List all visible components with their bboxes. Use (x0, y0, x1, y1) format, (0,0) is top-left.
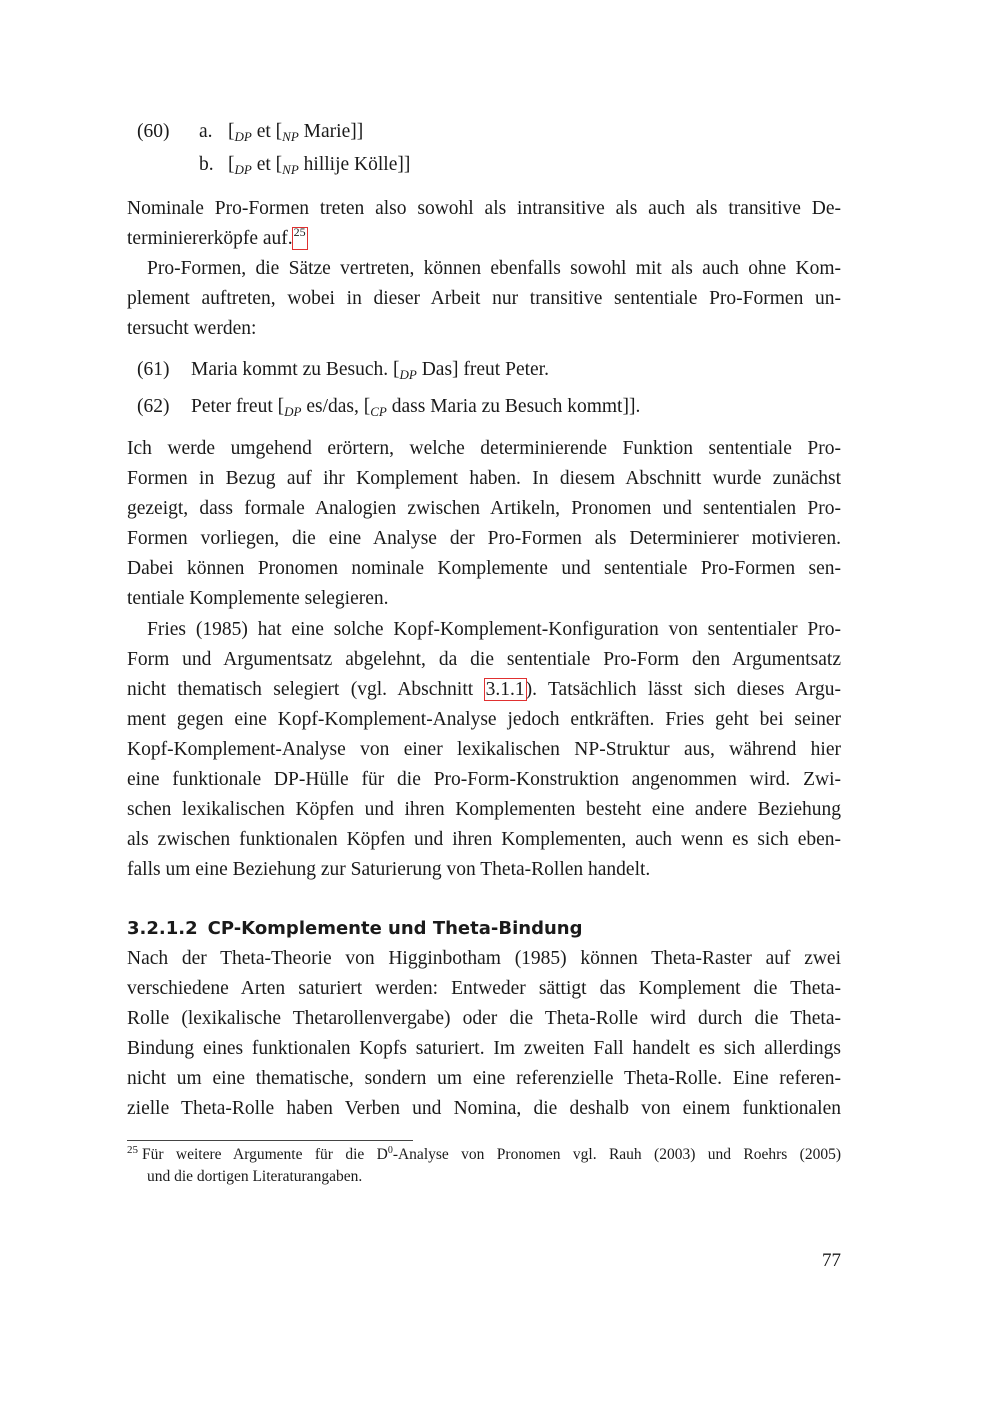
text-line: Nach der Theta-Theorie von Higginbotham (1985) können Theta-Raster auf zwei (127, 948, 841, 969)
text-line: nicht thematisch selegiert (vgl. Abschnitt 3.1.1). Tatsächlich lässt sich dieses Argu- (127, 679, 841, 700)
text-line: terminiererköpfe auf.$^{25}$ (127, 225, 306, 249)
text-line: Ich werde umgehend erörtern, welche determinierende Funktion sententiale Pro- (127, 438, 841, 459)
text-line: Form und Argumentsatz abgelehnt, da die sententiale Pro-Form den Argumentsatz (127, 649, 841, 670)
text-line: als zwischen funktionalen Köpfen und ihren Komplementen, auch wenn es sich eben- (127, 829, 841, 850)
example-text: [$_{DP}$ et [$_{NP}$ hillije Kölle]] (228, 154, 411, 177)
paragraph-3 (127, 434, 841, 614)
paragraph-2 (127, 254, 841, 344)
footnote-line: $^{25}$ Für weitere Argumente für die $D^0$-Analyse von Pronomen vgl. Rauh (2003) und Roehrs (2005) (127, 1144, 841, 1163)
paragraph-1 (127, 194, 841, 254)
text-line: eine funktionale DP-Hülle für die Pro-Form-Konstruktion angenommen wird. Zwi- (127, 769, 841, 790)
text-line: falls um eine Beziehung zur Saturierung von Theta-Rollen handelt. (127, 859, 651, 880)
example-sublabel: a. (199, 121, 213, 142)
footnote-mark: 25 (127, 1144, 138, 1156)
footnote (127, 1144, 841, 1188)
text-line: verschiedene Arten saturiert werden: Entweder sättigt das Komplement die Theta- (127, 978, 841, 999)
example-number: (61) (137, 359, 170, 380)
text-line: Bindung eines funktionalen Kopfs saturiert. Im zweiten Fall handelt es sich allerdings (127, 1038, 841, 1059)
example-text: Peter freut [$_{DP}$ es/das, [$_{CP}$ dass Maria zu Besuch kommt]]. (191, 396, 641, 419)
section-number: 3.2.1.2 (127, 918, 198, 939)
paragraph-4 (127, 615, 841, 885)
text-line: tentiale Komplemente selegieren. (127, 588, 389, 609)
section-heading (127, 914, 582, 944)
example-text: [$_{DP}$ et [$_{NP}$ Marie]] (228, 121, 364, 144)
text-line: Fries (1985) hat eine solche Kopf-Komplement-Konfiguration von sententialer Pro- (147, 619, 841, 640)
example-number: (60) (137, 121, 170, 142)
text-line: Rolle (lexikalische Thetarollenvergabe) oder die Theta-Rolle wird durch die Theta- (127, 1008, 841, 1029)
text-line: Kopf-Komplement-Analyse von einer lexikalischen NP-Struktur aus, während hier (127, 739, 841, 760)
text-line: zielle Theta-Rolle haben Verben und Nomina, die deshalb von einem funktionalen (127, 1098, 841, 1119)
text-line: gezeigt, dass formale Analogien zwischen Artikeln, Pronomen und sententialen Pro- (127, 498, 841, 519)
text-line: nicht um eine thematische, sondern um eine referenzielle Theta-Rolle. Eine referen- (127, 1068, 841, 1089)
text-line: ment gegen eine Kopf-Komplement-Analyse jedoch entkräften. Fries geht bei seiner (127, 709, 841, 730)
section-title: CP-Komplemente und Theta-Bindung (207, 918, 583, 939)
example-text: Maria kommt zu Besuch. [$_{DP}$ Das] freut Peter. (191, 359, 549, 382)
example-number: (62) (137, 396, 170, 417)
text-line: Dabei können Pronomen nominale Komplemente und sententiale Pro-Formen sen- (127, 558, 841, 579)
text-line: Formen in Bezug auf ihr Komplement haben. In diesem Abschnitt wurde zunächst (127, 468, 841, 489)
text-line: plement auftreten, wobei in dieser Arbeit nur transitive sententiale Pro-Formen un- (127, 288, 841, 309)
text-line: Pro-Formen, die Sätze vertreten, können ebenfalls sowohl mit als auch ohne Kom- (147, 258, 841, 279)
footnote-link[interactable]: 25 (293, 228, 307, 249)
footnote-line: und die dortigen Literaturangaben. (147, 1168, 363, 1185)
page-number: 77 (822, 1250, 841, 1271)
text-line: tersucht werden: (127, 318, 257, 339)
footnote-rule (127, 1140, 413, 1141)
section-link[interactable]: 3.1.1 (485, 679, 525, 700)
paragraph-5 (127, 944, 841, 1124)
example-sublabel: b. (199, 154, 214, 175)
text-line: Formen vorliegen, die eine Analyse der Pro-Formen als Determinierer motivieren. (127, 528, 841, 549)
text-line: schen lexikalischen Köpfen und ihren Komplementen besteht eine andere Beziehung (127, 799, 841, 820)
text-line: Nominale Pro-Formen treten also sowohl als intransitive als auch als transitive De- (127, 198, 841, 219)
